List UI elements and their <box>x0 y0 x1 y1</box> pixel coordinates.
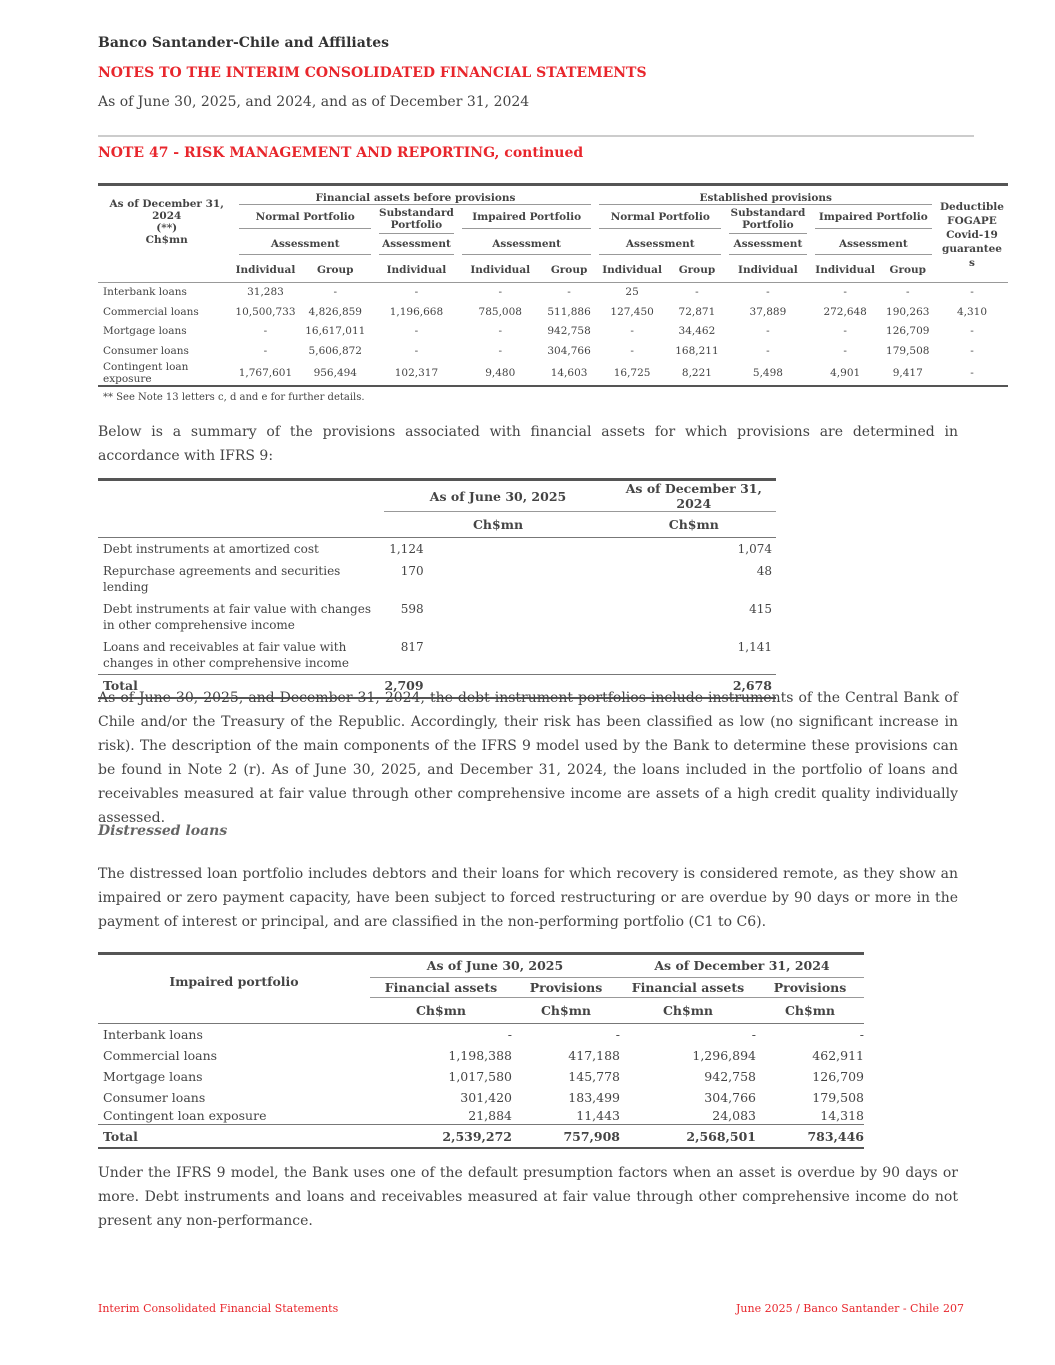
june-2025-value: 817 <box>400 640 424 654</box>
debt-instruments-paragraph: As of June 30, 2025, and December 31, 2024, the debt instrument portfolios include instruments of the Central Bank of Chile and/or the Treasury of the Republic. Accordingly, their risk has been classified as low (no significant increase in risk). The description of the main components of the IFRS 9 model used by the Bank to determine these provisions can be found in Note 2 (r). As of June 30, 2025, and December 31, 2024, the loans included in the portfolio of loans and receivables measured at fair value through other comprehensive income are assets of a high credit quality individually assessed. <box>98 690 958 826</box>
table-cell: 272,648 <box>823 305 867 318</box>
ifrs9-summary-paragraph: Below is a summary of the provisions associated with financial assets for which provisions are determined in accordance with IFRS 9: <box>98 424 958 464</box>
table-cell: - <box>970 366 974 379</box>
total-label: Total <box>98 675 384 699</box>
financial-assets-header: Financial assets <box>370 977 512 997</box>
unit-header: Ch$mn <box>540 1002 592 1018</box>
table-cell: - <box>414 286 419 299</box>
row-label: Contingent loan exposure <box>103 360 189 385</box>
table-cell: - <box>615 1026 620 1042</box>
ifrs9-provisions-table <box>98 478 776 699</box>
table-cell: - <box>970 286 974 299</box>
row-label: Mortgage loans <box>103 1068 203 1084</box>
normal-portfolio-header: Normal Portfolio <box>235 206 375 234</box>
row-label: Debt instruments at fair value with changes in other comprehensive income <box>103 602 371 632</box>
table-cell: 511,886 <box>547 305 591 318</box>
table-cell: - <box>970 345 974 358</box>
table-cell: 8,221 <box>681 366 712 379</box>
assessment-header: Assessment <box>379 238 454 255</box>
table-cell: - <box>843 286 847 299</box>
normal-portfolio-header: Normal Portfolio <box>595 206 725 234</box>
footer-right: June 2025 / Banco Santander - Chile <box>736 1302 940 1315</box>
table-cell: - <box>507 1026 512 1042</box>
table-cell: 179,508 <box>886 345 930 358</box>
table-row <box>98 1108 864 1125</box>
assessment-header: Assessment <box>239 238 371 255</box>
group-header: Group <box>550 263 588 276</box>
table-cell: 126,709 <box>886 325 930 338</box>
table-row <box>98 1045 864 1066</box>
dec-2024-header: As of December 31, 2024 <box>620 955 864 977</box>
total-june-2025: 2,709 <box>384 675 611 699</box>
table-cell: 102,317 <box>394 366 439 379</box>
impaired-portfolio-corner: Impaired portfolio <box>169 974 299 990</box>
total-cell: 2,568,501 <box>620 1125 756 1149</box>
unit-header: Ch$mn <box>384 512 611 538</box>
table-row <box>98 538 776 560</box>
table-row <box>98 598 776 636</box>
as-of-line: As of June 30, 2025, and 2024, and as of December 31, 2024 <box>98 94 530 110</box>
impaired-portfolio-table <box>98 952 864 1149</box>
june-2025-header: As of June 30, 2025 <box>429 488 567 504</box>
row-label: Interbank loans <box>103 1026 203 1042</box>
notes-title: NOTES TO THE INTERIM CONSOLIDATED FINANCIAL STATEMENTS <box>98 65 647 81</box>
row-label: Commercial loans <box>103 1047 218 1063</box>
row-label: Commercial loans <box>103 305 199 318</box>
table-cell: 16,617,011 <box>305 325 366 338</box>
table-cell: 942,758 <box>704 1068 756 1084</box>
page-number: 207 <box>943 1302 964 1315</box>
unit-header: Ch$mn <box>784 1002 836 1018</box>
unit-header: Ch$mn <box>415 1002 467 1018</box>
group-header: Group <box>889 263 926 276</box>
row-label: Mortgage loans <box>103 325 187 338</box>
table-cell: 127,450 <box>610 305 654 318</box>
table-cell: 72,871 <box>678 305 716 318</box>
table-cell: - <box>263 325 268 338</box>
table1-footnote: ** See Note 13 letters c, d and e for further details. <box>103 392 365 403</box>
individual-header: Individual <box>470 263 531 276</box>
distressed-loans-heading: Distressed loans <box>98 823 228 839</box>
table-cell: 9,417 <box>892 366 923 379</box>
table-cell: - <box>498 345 503 358</box>
table-cell: 14,603 <box>550 366 588 379</box>
table-row <box>98 361 1008 386</box>
table-row <box>98 322 1008 342</box>
table-cell: - <box>766 286 770 299</box>
footer-left: Interim Consolidated Financial Statements <box>98 1302 339 1315</box>
total-label: Total <box>98 1125 370 1149</box>
table-cell: - <box>263 345 268 358</box>
table-cell: 1,767,601 <box>238 366 293 379</box>
june-2025-value: 1,124 <box>389 542 424 556</box>
table-cell: - <box>905 286 910 299</box>
table-cell: 183,499 <box>568 1089 620 1105</box>
table-cell: 1,196,668 <box>389 305 444 318</box>
table-cell: 190,263 <box>886 305 930 318</box>
table-cell: - <box>567 286 571 299</box>
financial-assets-header: Financial assets <box>620 977 756 997</box>
table-cell: 9,480 <box>485 366 516 379</box>
provisions-header: Provisions <box>512 977 620 997</box>
row-label: Repurchase agreements and securities lending <box>103 564 341 594</box>
substandard-portfolio-header: Substandard Portfolio <box>725 206 811 234</box>
note-title: NOTE 47 - RISK MANAGEMENT AND REPORTING, continued <box>98 145 584 161</box>
table-row <box>98 1066 864 1087</box>
table-cell: 5,498 <box>752 366 783 379</box>
table-cell: 1,296,894 <box>692 1047 756 1063</box>
table-cell: 1,198,388 <box>448 1047 512 1063</box>
individual-header: Individual <box>602 263 662 276</box>
table-cell: - <box>970 325 974 338</box>
table-row <box>98 560 776 598</box>
table-cell: 304,766 <box>547 345 591 358</box>
table-cell: - <box>859 1026 864 1042</box>
table-cell: 10,500,733 <box>235 305 296 318</box>
dec-2024-value: 48 <box>756 564 772 578</box>
table-cell: 304,766 <box>704 1089 756 1105</box>
june-2025-value: 170 <box>400 564 424 578</box>
group-header: Group <box>678 263 716 276</box>
unit-header: Ch$mn <box>662 1002 714 1018</box>
table-cell: - <box>766 325 770 338</box>
provisions-portfolio-table <box>98 183 1008 387</box>
table-cell: 1,017,580 <box>448 1068 512 1084</box>
table-cell: 942,758 <box>547 325 591 338</box>
table-cell: - <box>843 345 847 358</box>
individual-header: Individual <box>386 263 447 276</box>
table-cell: 126,709 <box>812 1068 864 1084</box>
table-cell: 21,884 <box>468 1108 512 1124</box>
row-label: Contingent loan exposure <box>103 1108 267 1124</box>
table-cell: 179,508 <box>812 1089 864 1105</box>
june-2025-value: 598 <box>400 602 424 616</box>
table-cell: 168,211 <box>675 345 719 358</box>
table-cell: 417,188 <box>568 1047 620 1063</box>
total-cell: 783,446 <box>756 1125 864 1149</box>
header-divider <box>98 135 974 137</box>
table-cell: 16,725 <box>613 366 651 379</box>
assessment-header: Assessment <box>462 238 592 255</box>
table-cell: - <box>695 286 699 299</box>
assessment-header: Assessment <box>729 238 807 255</box>
total-dec-2024: 2,678 <box>612 675 776 699</box>
june-2025-header: As of June 30, 2025 <box>370 955 620 977</box>
table1-corner: As of December 31, 2024 (**) Ch$mn <box>109 198 224 246</box>
table-cell: 4,310 <box>956 305 987 318</box>
table-cell: 34,462 <box>678 325 716 338</box>
individual-header: Individual <box>738 263 798 276</box>
table-cell: - <box>333 286 338 299</box>
table-cell: - <box>498 286 503 299</box>
row-label: Consumer loans <box>103 345 189 358</box>
row-label: Consumer loans <box>103 1089 206 1105</box>
company-name: Banco Santander-Chile and Affiliates <box>98 35 390 51</box>
individual-header: Individual <box>235 263 296 276</box>
table-cell: - <box>766 345 770 358</box>
table-cell: 5,606,872 <box>308 345 362 358</box>
table-cell: - <box>843 325 847 338</box>
table-cell: 301,420 <box>460 1089 512 1105</box>
table-row <box>98 1024 864 1045</box>
table-cell: 31,283 <box>247 286 284 299</box>
assessment-header: Assessment <box>599 238 721 255</box>
substandard-portfolio-header: Substandard Portfolio <box>375 206 458 234</box>
table-cell: 25 <box>625 286 639 299</box>
dec-2024-header: As of December 31, 2024 <box>625 481 762 511</box>
group-established-provisions: Established provisions <box>599 192 931 205</box>
table-row <box>98 302 1008 322</box>
group-before-provisions: Financial assets before provisions <box>239 192 591 205</box>
distressed-loans-paragraph: The distressed loan portfolio includes debtors and their loans for which recovery is considered remote, as they show an impaired or zero payment capacity, have been subject to forced restructuring or are overdue by 90 days or more in the payment of interest or principal, and are classified in the non-performing portfolio (C1 to C6). <box>98 866 958 930</box>
provisions-header: Provisions <box>756 977 864 997</box>
table-cell: 37,889 <box>749 305 787 318</box>
table-cell: 4,901 <box>830 366 861 379</box>
table-cell: 14,318 <box>820 1108 864 1124</box>
table-row <box>98 341 1008 361</box>
total-cell: 2,539,272 <box>370 1125 512 1149</box>
assessment-header: Assessment <box>815 238 932 255</box>
table-cell: 956,494 <box>313 366 357 379</box>
table-cell: 11,443 <box>576 1108 620 1124</box>
total-cell: 757,908 <box>512 1125 620 1149</box>
fogape-header: Deductible FOGAPE Covid-19 guarantee s <box>939 201 1004 269</box>
individual-header: Individual <box>815 263 876 276</box>
group-header: Group <box>317 263 354 276</box>
impaired-portfolio-header: Impaired Portfolio <box>811 206 936 234</box>
table-cell: - <box>751 1026 756 1042</box>
table-cell: - <box>414 345 419 358</box>
table-row <box>98 283 1008 303</box>
dec-2024-value: 1,074 <box>737 542 772 556</box>
row-label: Interbank loans <box>103 286 187 299</box>
table-cell: 785,008 <box>478 305 522 318</box>
table-cell: 462,911 <box>812 1047 864 1063</box>
table-cell: - <box>630 325 634 338</box>
unit-header: Ch$mn <box>612 512 776 538</box>
table-cell: 145,778 <box>568 1068 620 1084</box>
dec-2024-value: 415 <box>749 602 772 616</box>
table-row <box>98 636 776 675</box>
dec-2024-value: 1,141 <box>737 640 772 654</box>
table-cell: - <box>498 325 503 338</box>
table-row <box>98 1087 864 1108</box>
table-cell: 4,826,859 <box>308 305 362 318</box>
ifrs9-default-paragraph: Under the IFRS 9 model, the Bank uses one of the default presumption factors when an asset is overdue by 90 days or more. Debt instruments and loans and receivables measured at fair value through other comprehensive income do not present any non-performance. <box>98 1165 958 1229</box>
row-label: Loans and receivables at fair value with changes in other comprehensive income <box>103 640 349 670</box>
row-label: Debt instruments at amortized cost <box>103 542 319 556</box>
table-cell: 24,083 <box>712 1108 756 1124</box>
impaired-portfolio-header: Impaired Portfolio <box>458 206 596 234</box>
table-cell: - <box>630 345 634 358</box>
table-cell: - <box>414 325 419 338</box>
